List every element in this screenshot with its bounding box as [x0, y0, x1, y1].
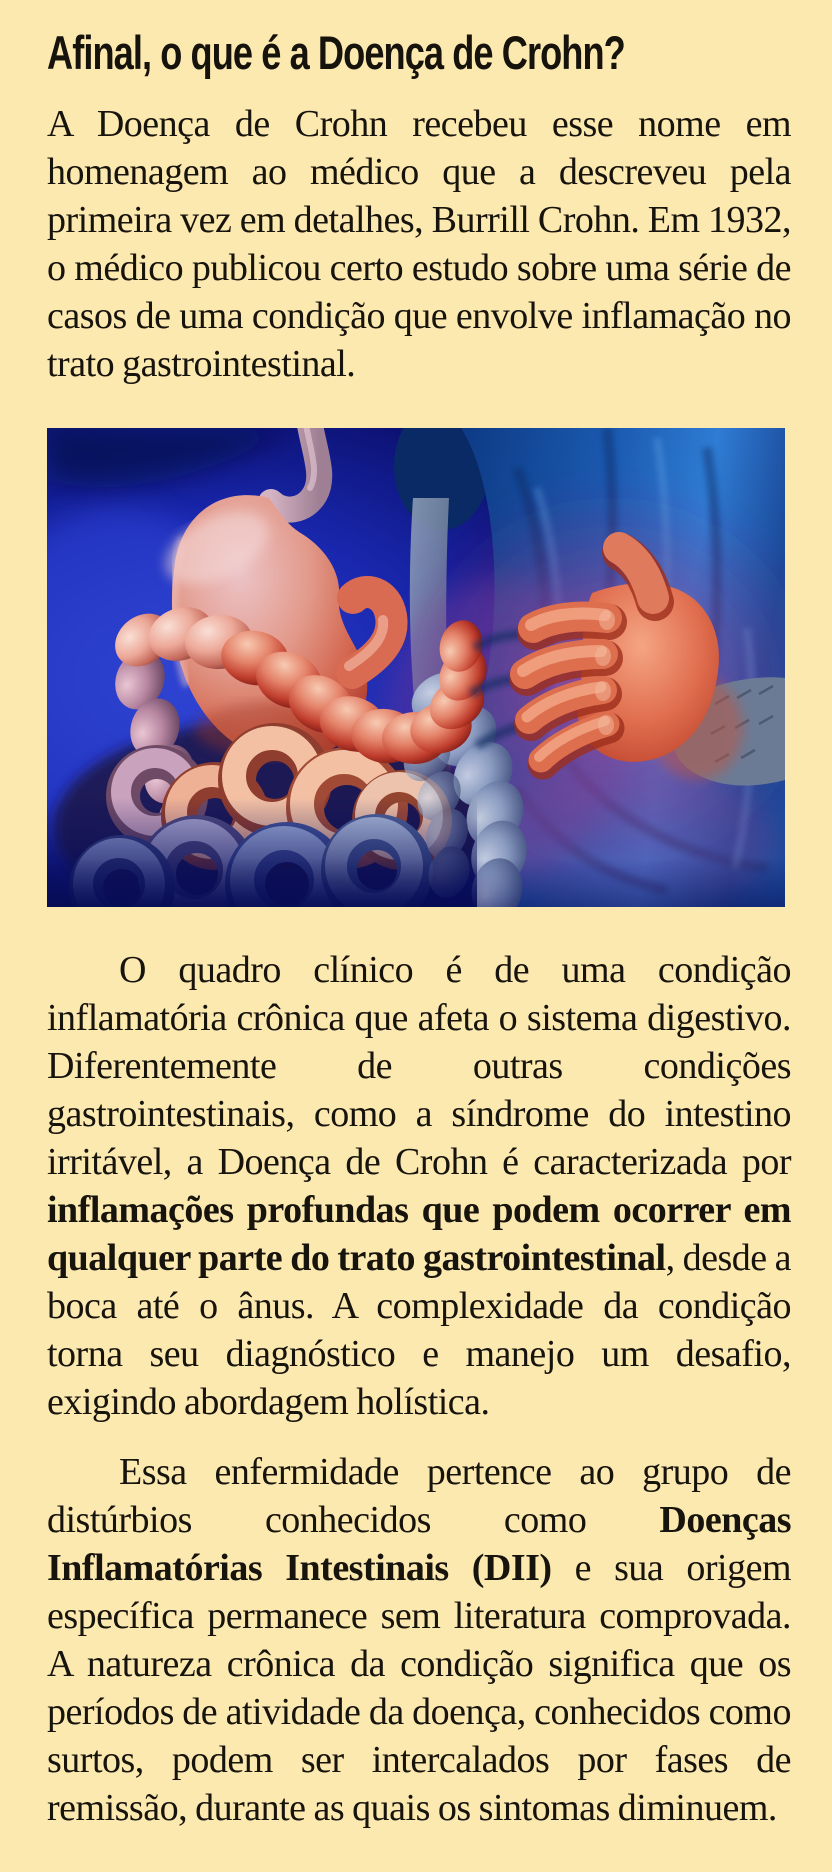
paragraph-clinical	[47, 946, 791, 1426]
paragraph-intro	[47, 100, 791, 388]
text-run-bold: inflamações profundas que podem ocorrer em qualquer parte do trato gastrointestinal	[47, 1189, 791, 1279]
text-run: Essa enfermidade pertence ao grupo de distúrbios conhecidos como	[47, 1451, 791, 1541]
bottom-fade-full	[47, 858, 785, 907]
text-run: A Doença de Crohn recebeu esse nome em homenagem ao médico que a descreveu pela primeira vez em detalhes, Burrill Crohn. Em 1932, o médico publicou certo estudo sobre uma série de casos de uma condição que envolve inflamação no trato gastrointestinal.	[47, 103, 791, 385]
crohn-illustration	[47, 428, 785, 907]
text-run: O quadro clínico é de uma condição inflamatória crônica que afeta o sistema digestivo. Diferentemente de outras condições gastrointestinais, como a síndrome do intestino irritável, a Doença de Crohn é caracterizada por	[47, 949, 791, 1183]
text-run: , desde a boca até o ânus. A complexidade da condição torna seu diagnóstico e manejo um desafio, exigindo abordagem holística.	[47, 1237, 792, 1423]
text-run-bold: Doenças Inflamatórias Intestinais (DII)	[47, 1499, 791, 1589]
paragraph-group	[47, 1448, 791, 1832]
text-run: e sua origem específica permanece sem literatura comprovada. A natureza crônica da condição significa que os períodos de atividade da doença, conhecidos como surtos, podem ser intercalados por fases de remissão, durante as quais os sintomas diminuem.	[47, 1547, 792, 1829]
page-title: Afinal, o que é a Doença de Crohn?	[47, 26, 625, 79]
crohn-illustration-svg	[47, 428, 785, 907]
